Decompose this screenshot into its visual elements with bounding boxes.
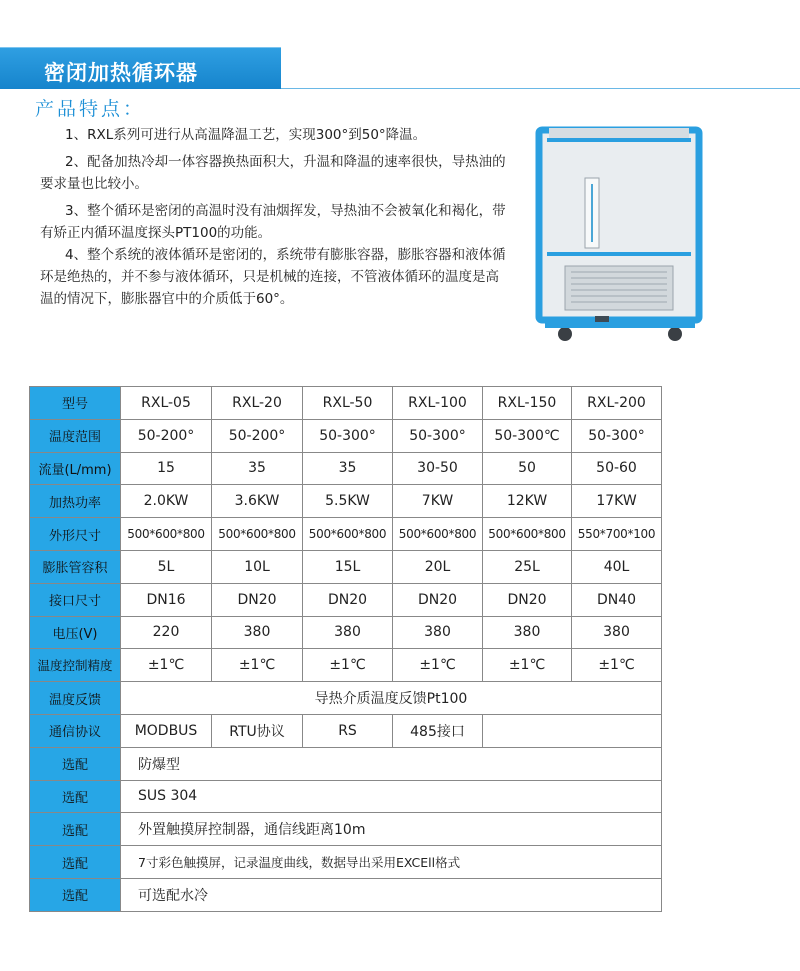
table-cell: 50-300° xyxy=(393,419,483,452)
table-cell: 20L xyxy=(393,550,483,583)
table-cell: 500*600*800 xyxy=(303,518,393,551)
row-label: 通信协议 xyxy=(30,714,121,747)
table-cell: DN16 xyxy=(121,583,212,616)
table-row xyxy=(30,583,662,616)
table-cell: 40L xyxy=(572,550,662,583)
table-cell: 25L xyxy=(483,550,572,583)
table-cell: 17KW xyxy=(572,485,662,518)
title-bar xyxy=(0,47,281,89)
row-label: 膨胀管容积 xyxy=(30,550,121,583)
table-cell: 500*600*800 xyxy=(483,518,572,551)
row-label: 型号 xyxy=(30,387,121,420)
table-row xyxy=(30,485,662,518)
table-row xyxy=(30,452,662,485)
table-cell: 12KW xyxy=(483,485,572,518)
table-cell: 30-50 xyxy=(393,452,483,485)
model-cell: RXL-200 xyxy=(572,387,662,420)
table-row xyxy=(30,878,662,911)
table-cell: 50-300° xyxy=(303,419,393,452)
protocol-cell: 485接口 xyxy=(393,714,483,747)
row-label: 选配 xyxy=(30,780,121,813)
feature-item: 4、整个系统的液体循环是密闭的，系统带有膨胀容器，膨胀容器和液体循环是绝热的，并不参与液体循环，只是机械的连接，不管液体循环的温度是高温的情况下，膨胀器官中的介质低于60°。 xyxy=(40,247,506,307)
table-row xyxy=(30,649,662,682)
table-cell: 50-200° xyxy=(121,419,212,452)
row-label: 流量(L/mm) xyxy=(30,452,121,485)
row-label: 温度控制精度 xyxy=(30,649,121,682)
table-cell: 7KW xyxy=(393,485,483,518)
row-label: 温度反馈 xyxy=(30,682,121,715)
title-divider xyxy=(281,88,800,89)
option-cell: 防爆型 xyxy=(121,747,662,780)
row-label: 外形尺寸 xyxy=(30,518,121,551)
table-cell: 3.6KW xyxy=(212,485,303,518)
table-cell: DN20 xyxy=(212,583,303,616)
table-cell: 500*600*800 xyxy=(393,518,483,551)
table-cell: 380 xyxy=(303,616,393,649)
feedback-cell: 导热介质温度反馈Pt100 xyxy=(121,682,662,715)
protocol-cell: RTU协议 xyxy=(212,714,303,747)
table-row xyxy=(30,387,662,420)
table-cell: 5.5KW xyxy=(303,485,393,518)
table-cell: ±1℃ xyxy=(393,649,483,682)
table-cell: 50-60 xyxy=(572,452,662,485)
table-cell: 2.0KW xyxy=(121,485,212,518)
model-cell: RXL-50 xyxy=(303,387,393,420)
features-list xyxy=(40,124,510,315)
table-cell: 50-300° xyxy=(572,419,662,452)
table-cell: ±1℃ xyxy=(303,649,393,682)
feature-item: 1、RXL系列可进行从高温降温工艺，实现300°到50°降温。 xyxy=(65,127,427,143)
row-label: 加热功率 xyxy=(30,485,121,518)
table-row xyxy=(30,616,662,649)
table-row xyxy=(30,846,662,879)
table-row xyxy=(30,813,662,846)
table-cell: 380 xyxy=(212,616,303,649)
table-cell: 500*600*800 xyxy=(121,518,212,551)
table-cell: DN20 xyxy=(483,583,572,616)
protocol-empty-cell xyxy=(483,714,662,747)
table-row xyxy=(30,747,662,780)
table-cell: 50-300℃ xyxy=(483,419,572,452)
table-cell: DN20 xyxy=(393,583,483,616)
option-cell: 7寸彩色触摸屏，记录温度曲线，数据导出采用EXCEll格式 xyxy=(121,846,662,879)
table-cell: ±1℃ xyxy=(483,649,572,682)
model-cell: RXL-20 xyxy=(212,387,303,420)
table-row xyxy=(30,682,662,715)
table-cell: 15 xyxy=(121,452,212,485)
feature-item: 3、整个循环是密闭的高温时没有油烟挥发，导热油不会被氧化和褐化，带有矫正内循环温度探头PT100的功能。 xyxy=(40,203,506,241)
table-cell: 220 xyxy=(121,616,212,649)
row-label: 选配 xyxy=(30,846,121,879)
table-cell: 5L xyxy=(121,550,212,583)
table-cell: ±1℃ xyxy=(212,649,303,682)
table-cell: ±1℃ xyxy=(121,649,212,682)
table-cell: 50 xyxy=(483,452,572,485)
protocol-cell: RS xyxy=(303,714,393,747)
table-cell: 50-200° xyxy=(212,419,303,452)
table-row xyxy=(30,780,662,813)
table-cell: 15L xyxy=(303,550,393,583)
table-row xyxy=(30,419,662,452)
page-title: 密闭加热循环器 xyxy=(44,61,198,85)
option-cell: 可选配水冷 xyxy=(121,878,662,911)
table-cell: 35 xyxy=(212,452,303,485)
table-cell: DN20 xyxy=(303,583,393,616)
table-cell: 380 xyxy=(483,616,572,649)
table-cell: 500*600*800 xyxy=(212,518,303,551)
table-cell: 380 xyxy=(393,616,483,649)
table-cell: 550*700*100 xyxy=(572,518,662,551)
row-label: 温度范围 xyxy=(30,419,121,452)
option-cell: 外置触摸屏控制器，通信线距离10m xyxy=(121,813,662,846)
spec-table xyxy=(29,386,662,912)
features-heading: 产品特点： xyxy=(35,98,146,120)
table-row xyxy=(30,518,662,551)
row-label: 选配 xyxy=(30,878,121,911)
table-cell: 380 xyxy=(572,616,662,649)
table-cell: 10L xyxy=(212,550,303,583)
model-cell: RXL-05 xyxy=(121,387,212,420)
table-cell: ±1℃ xyxy=(572,649,662,682)
model-cell: RXL-150 xyxy=(483,387,572,420)
table-row xyxy=(30,714,662,747)
model-cell: RXL-100 xyxy=(393,387,483,420)
row-label: 选配 xyxy=(30,813,121,846)
feature-item: 2、配备加热冷却一体容器换热面积大，升温和降温的速率很快，导热油的要求量也比较小。 xyxy=(40,154,506,192)
protocol-cell: MODBUS xyxy=(121,714,212,747)
row-label: 电压(V) xyxy=(30,616,121,649)
row-label: 接口尺寸 xyxy=(30,583,121,616)
table-cell: 35 xyxy=(303,452,393,485)
option-cell: SUS 304 xyxy=(121,780,662,813)
row-label: 选配 xyxy=(30,747,121,780)
product-machine-image xyxy=(535,124,715,346)
table-cell: DN40 xyxy=(572,583,662,616)
table-row xyxy=(30,550,662,583)
